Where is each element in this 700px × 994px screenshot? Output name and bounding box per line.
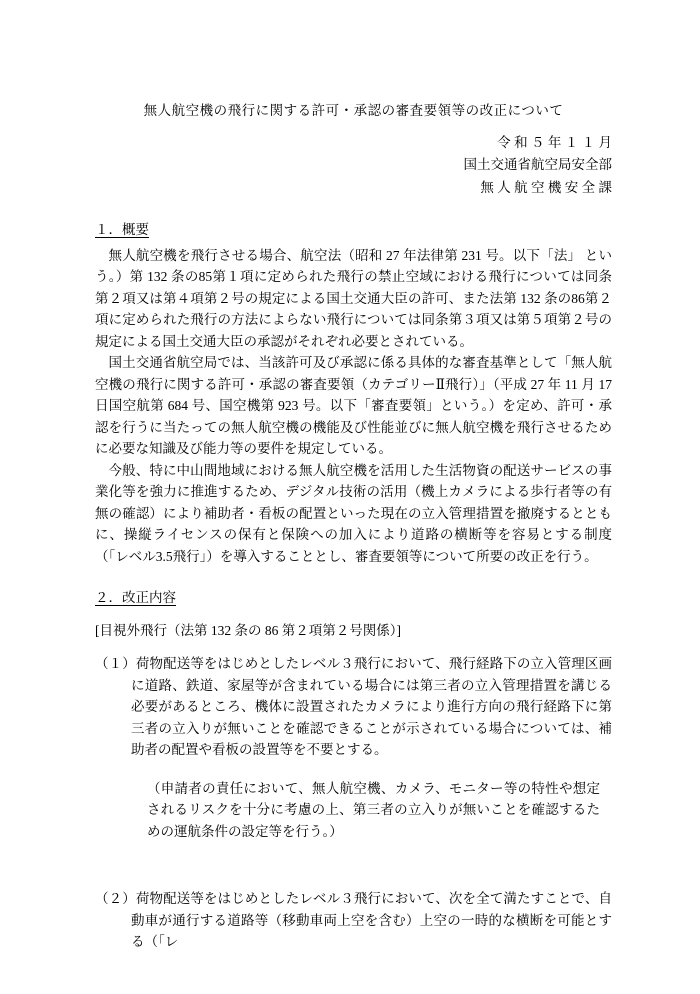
amendment-item-1-note: （申請者の責任において、無人航空機、カメラ、モニター等の特性や想定されるリスクを十分に考慮の上、第三者の立入りが無いことを確認するための運航条件の設定等を行う。）	[147, 780, 600, 839]
amendment-item-1	[95, 653, 612, 761]
amendment-item-2	[95, 888, 612, 953]
section-amendments	[95, 587, 612, 953]
bvlos-category-line: [目視外飛行（法第 132 条の 86 第２項第２号関係）]	[95, 622, 401, 638]
overview-paragraph-2: 国土交通省航空局では、当該許可及び承認に係る具体的な審査基準として「無人航空機の飛行に関する許可・承認の審査要領（カテゴリーⅡ飛行）」（平成 27 年 11 月 17 日国空航第 684 号、国空機第 923 号。以下「審査要領」という。）を定め、許可・承認を行うに当たっての無人航空機の機能及び性能並びに無人航空機を飛行させるために必要な知識及び能力等の要件を規定している。	[95, 355, 612, 456]
page-title: 無人航空機の飛行に関する許可・承認の審査要領等の改正について	[143, 103, 564, 118]
section1-heading-text: １．概要	[95, 222, 149, 237]
org-division-line: 無 人 航 空 機 安 全 課	[480, 179, 612, 195]
overview-paragraph-1: 無人航空機を飛行させる場合、航空法（昭和 27 年法律第 231 号。以下「法」 という。）第 132 条の85第１項に定められた飛行の禁止空域における飛行については同条第２項又は第４項第２号の規定による国土交通大臣の許可、また法第 132 条の86第２項に定められた飛行の方法によらない飛行については同条第３項又は第５項第２号の規定による国土交通大臣の承認がそれぞれ必要とされている。	[95, 247, 612, 349]
org-department-line: 国土交通省航空局安全部	[463, 157, 612, 172]
amendment-item-2-text: 荷物配送等をはじめとしたレベル３飛行において、次を全て満たすことで、自動車が通行する道路等（移動車両上空を含む）上空の一時的な横断を可能とする（「レ	[131, 891, 612, 949]
section2-heading-text: ２．改正内容	[95, 590, 176, 605]
section2-heading	[95, 587, 612, 609]
amendment-item-1-label: （１）	[95, 656, 136, 671]
date-line: 令 和 ５ 年 １ １ 月	[497, 134, 612, 150]
section1-heading	[95, 219, 612, 241]
document-header-block	[95, 132, 612, 200]
section-overview	[95, 219, 612, 567]
overview-paragraph-3: 今般、特に中山間地域における無人航空機を活用した生活物資の配送サービスの事業化等を強力に推進するため、デジタル技術の活用（機上カメラによる歩行者等の有無の確認）により補助者・看板の配置といった現在の立入管理措置を撤廃するとともに、操縦ライセンスの保有と保険への加入により道路の横断等を容易とする制度（「レベル3.5飛行」）を導入することとし、審査要領等について所要の改正を行う。	[95, 462, 612, 564]
amendment-item-1-text: 荷物配送等をはじめとしたレベル３飛行において、飛行経路下の立入管理区画に道路、鉄道、家屋等が含まれている場合には第三者の立入管理措置を講じる必要があるところ、機体に設置されたカメラにより進行方向の飛行経路下に第三者の立入りが無いことを確認できることが示されている場合については、補助者の配置や看板の設置等を不要とする。	[131, 656, 613, 757]
amendment-item-2-label: （２）	[95, 891, 136, 906]
